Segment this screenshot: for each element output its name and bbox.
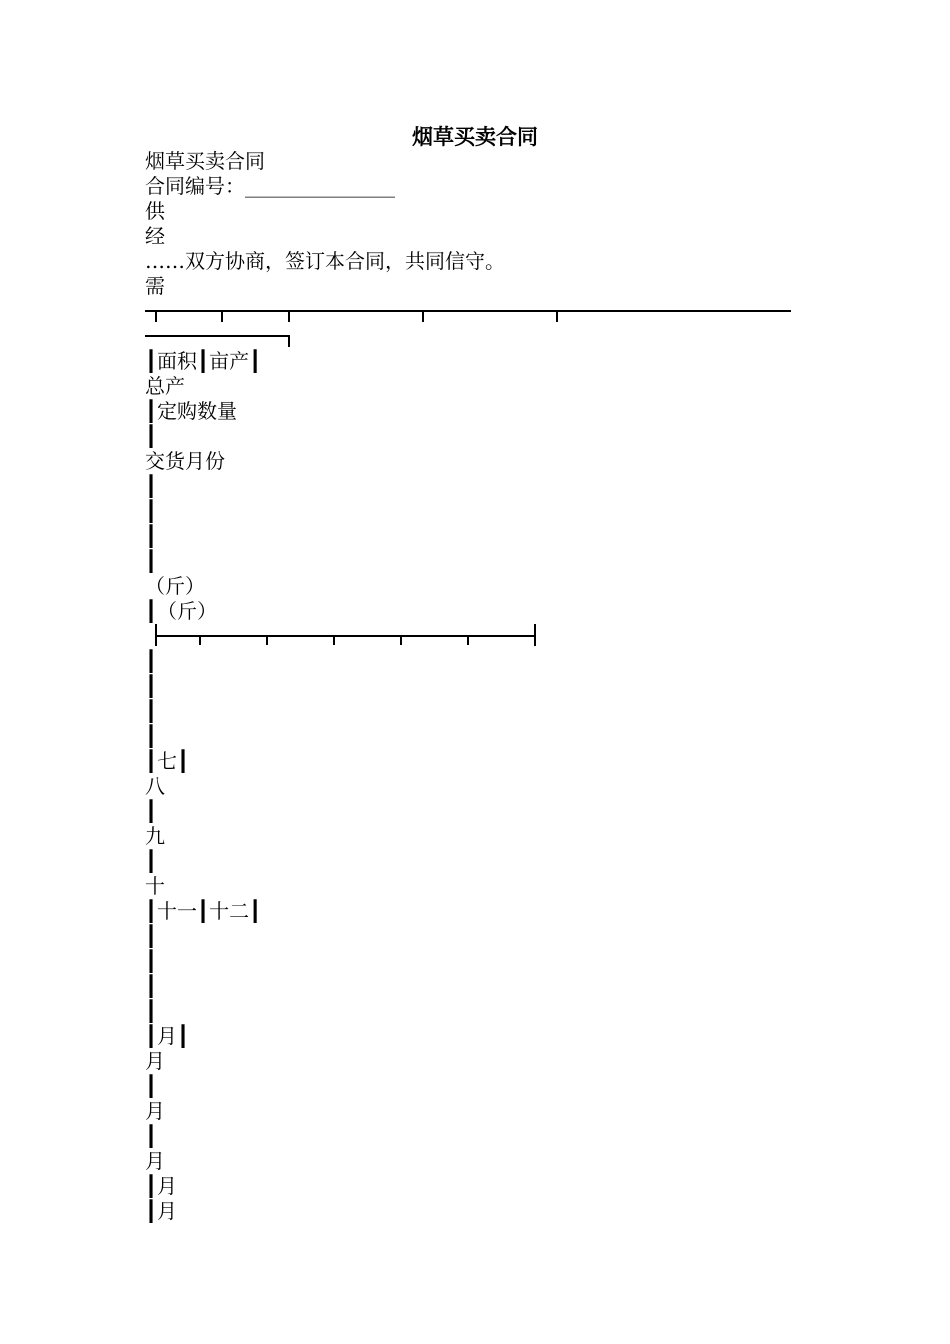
table-bar: ┃ [145, 949, 158, 973]
month-nine: 九 [145, 824, 165, 848]
table-sub-border [145, 335, 290, 337]
table-mid-tick [467, 635, 469, 645]
table-top-tick [155, 310, 157, 322]
delivery-month-header: 交货月份 [145, 449, 225, 473]
table-bar: ┃ [145, 524, 158, 548]
month-eight: 八 [145, 774, 165, 798]
table-top-border [145, 310, 791, 312]
table-bar: ┃ [145, 999, 158, 1023]
table-mid-tick-left [155, 624, 157, 646]
area-yield-header: ┃面积┃亩产┃ [145, 349, 262, 373]
month-cell: ┃月┃ [145, 1024, 190, 1048]
party-supply-text: 供 [145, 199, 165, 223]
table-bar: ┃ [145, 499, 158, 523]
table-mid-border [155, 635, 536, 637]
table-mid-tick-right [534, 624, 536, 646]
table-bar: ┃ [145, 474, 158, 498]
contract-name: 烟草买卖合同 [145, 149, 265, 173]
order-quantity-header: ┃定购数量 [145, 399, 238, 423]
month-cell: ┃月 [145, 1199, 178, 1223]
table-sub-tick [288, 335, 290, 347]
unit-jin-bar: ┃（斤） [145, 599, 218, 623]
table-bar: ┃ [145, 424, 158, 448]
table-top-tick [288, 310, 290, 322]
table-top-tick [556, 310, 558, 322]
table-bar: ┃ [145, 1124, 158, 1148]
table-bar: ┃ [145, 1074, 158, 1098]
month-ten: 十 [145, 874, 165, 898]
party-manage-text: 经 [145, 224, 165, 248]
table-top-tick [422, 310, 424, 322]
month-cell: 月 [145, 1149, 165, 1173]
total-output-header: 总产 [145, 374, 185, 398]
month-cell: ┃月 [145, 1174, 178, 1198]
table-mid-tick [266, 635, 268, 645]
table-bar: ┃ [145, 924, 158, 948]
contract-number-line: 合同编号：_______________ [145, 174, 395, 198]
unit-jin: （斤） [145, 574, 205, 598]
table-bar: ┃ [145, 849, 158, 873]
table-bar: ┃ [145, 799, 158, 823]
month-eleven-twelve: ┃十一┃十二┃ [145, 899, 262, 923]
table-bar: ┃ [145, 549, 158, 573]
table-mid-tick [333, 635, 335, 645]
table-bar: ┃ [145, 724, 158, 748]
page-title: 烟草买卖合同 [412, 124, 538, 149]
agreement-sentence: ……双方协商，签订本合同，共同信守。 [145, 249, 505, 273]
table-bar: ┃ [145, 699, 158, 723]
party-demand-text: 需 [145, 274, 165, 298]
table-mid-tick [400, 635, 402, 645]
table-bar: ┃ [145, 674, 158, 698]
table-bar: ┃ [145, 649, 158, 673]
month-cell: 月 [145, 1099, 165, 1123]
month-seven: ┃七┃ [145, 749, 190, 773]
table-top-tick [221, 310, 223, 322]
table-mid-tick [199, 635, 201, 645]
table-bar: ┃ [145, 974, 158, 998]
month-cell: 月 [145, 1049, 165, 1073]
